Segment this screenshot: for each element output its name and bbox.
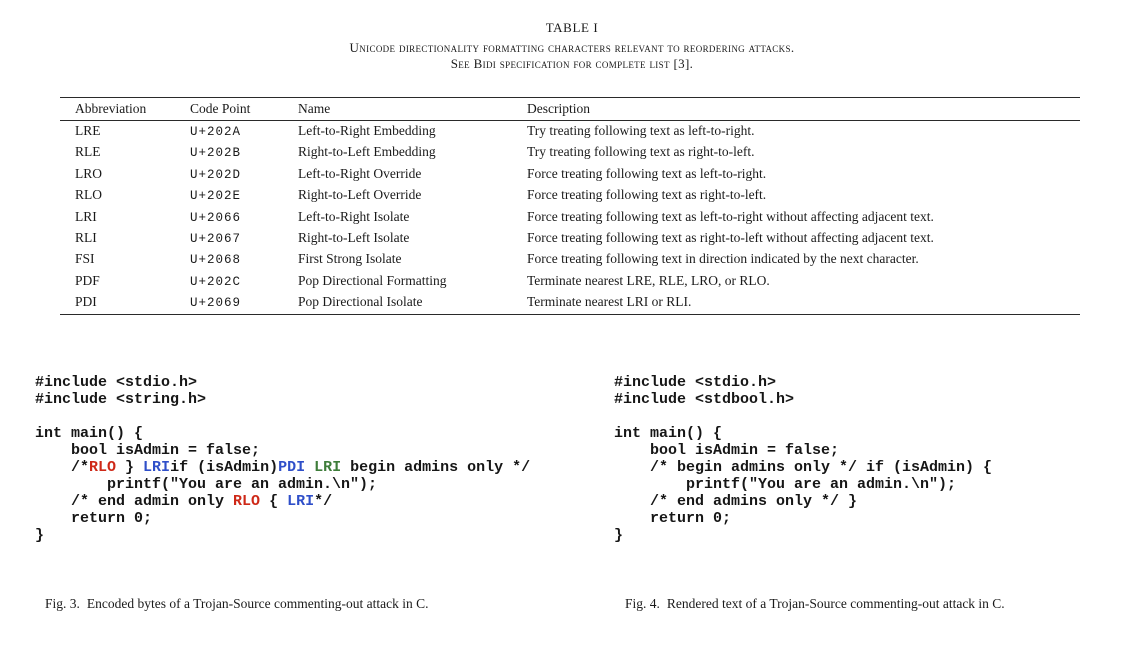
abbreviation-cell: RLI (75, 230, 97, 246)
table-row (60, 207, 1080, 228)
code-line (35, 476, 530, 493)
name-cell: Right-to-Left Embedding (298, 144, 436, 160)
code-line (35, 459, 530, 476)
description-cell: Try treating following text as right-to-left. (527, 144, 755, 160)
code-point-cell: U+202C (190, 274, 242, 289)
code-text: #include <string.h> (35, 391, 207, 408)
code-text: { (260, 493, 288, 510)
code-text (305, 459, 314, 476)
code-point-cell: U+2066 (190, 210, 242, 225)
fig3-code-listing (35, 374, 530, 544)
table-number: TABLE I (545, 20, 599, 35)
name-cell: First Strong Isolate (298, 251, 402, 267)
name-cell: Left-to-Right Embedding (298, 123, 436, 138)
table-row (60, 142, 1080, 163)
column-header-code-point: Code Point (190, 98, 298, 121)
fig4-caption-label: Fig. 4. (625, 596, 660, 611)
description-cell: Force treating following text as left-to-right. (527, 165, 767, 181)
table-caption-line2: See Bidi specification for complete list [3]. (450, 56, 694, 71)
code-line (35, 493, 530, 510)
abbreviation-cell: PDF (75, 272, 100, 288)
code-line (614, 408, 992, 425)
code-text: bool isAdmin = false; (35, 442, 261, 459)
code-point-cell: U+202E (190, 189, 242, 204)
bidi-table-body (60, 121, 1080, 315)
code-text: /* (35, 459, 90, 476)
code-text: #include <stdio.h> (35, 374, 198, 391)
code-line (35, 374, 530, 391)
name-cell: Left-to-Right Isolate (298, 208, 410, 224)
bidi-characters-table (60, 97, 1080, 315)
code-point-cell: U+2069 (190, 292, 298, 314)
code-text: /* begin admins only */ if (isAdmin) { (614, 459, 993, 476)
code-line (614, 391, 992, 408)
bidi-control-token: RLO (89, 459, 117, 476)
code-line (614, 459, 992, 476)
description-cell: Try treating following text as left-to-right. (527, 123, 755, 138)
code-line (35, 442, 530, 459)
abbreviation-cell: LRO (75, 165, 102, 181)
name-cell: Pop Directional Isolate (298, 292, 527, 314)
table-row (60, 164, 1080, 185)
fig3-caption-text: Encoded bytes of a Trojan-Source commenting-out attack in C. (86, 596, 429, 611)
code-text: int main() { (35, 425, 144, 442)
code-text: /* end admins only */ } (614, 493, 858, 510)
code-line (614, 510, 992, 527)
name-cell: Right-to-Left Override (298, 187, 422, 203)
code-text: printf("You are an admin.\n"); (35, 476, 378, 493)
table-row (60, 249, 1080, 270)
code-line (614, 476, 992, 493)
abbreviation-cell: LRE (75, 123, 101, 138)
description-cell: Force treating following text as left-to-right without affecting adjacent text. (527, 208, 934, 224)
description-cell: Terminate nearest LRI or RLI. (527, 292, 1080, 314)
code-line (35, 510, 530, 527)
fig4-caption (625, 596, 1005, 612)
table-row (60, 121, 1080, 143)
code-point-cell: U+2067 (190, 232, 242, 247)
code-text: /* end admin only (35, 493, 234, 510)
code-line (614, 442, 992, 459)
table-heading (0, 20, 1144, 72)
code-line (35, 391, 530, 408)
table-caption-line1: Unicode directionality formatting characters relevant to reordering attacks. (349, 40, 795, 55)
name-cell: Pop Directional Formatting (298, 272, 447, 288)
code-line (614, 493, 992, 510)
abbreviation-cell: FSI (75, 251, 95, 267)
code-text: return 0; (614, 510, 732, 527)
bidi-control-token: PDI (278, 459, 306, 476)
description-cell: Terminate nearest LRE, RLE, LRO, or RLO. (527, 272, 770, 288)
code-text: return 0; (35, 510, 153, 527)
table-row (60, 185, 1080, 206)
code-text: bool isAdmin = false; (614, 442, 840, 459)
bidi-control-token: LRI (287, 493, 315, 510)
code-line (35, 408, 530, 425)
column-header-name: Name (298, 98, 527, 121)
abbreviation-cell: LRI (75, 208, 97, 224)
code-text: begin admins only */ (341, 459, 531, 476)
code-point-cell: U+2068 (190, 253, 242, 268)
code-text: int main() { (614, 425, 723, 442)
table-row (60, 271, 1080, 292)
fig4-code-listing (614, 374, 992, 544)
description-cell: Force treating following text as right-to-left. (527, 187, 767, 203)
abbreviation-cell: RLE (75, 144, 101, 160)
bidi-control-token: RLO (233, 493, 261, 510)
name-cell: Left-to-Right Override (298, 165, 422, 181)
column-header-description: Description (527, 98, 1080, 121)
code-text: #include <stdio.h> (614, 374, 777, 391)
abbreviation-cell: PDI (60, 292, 190, 314)
code-text: #include <stdbool.h> (614, 391, 795, 408)
bidi-control-token: LRI (143, 459, 171, 476)
code-line (35, 425, 530, 442)
code-point-cell: U+202A (190, 125, 242, 139)
code-text: */ (314, 493, 333, 510)
code-line (614, 374, 992, 391)
bidi-control-token: LRI (314, 459, 342, 476)
code-line (35, 527, 530, 544)
code-line (614, 425, 992, 442)
column-header-abbreviation: Abbreviation (60, 98, 190, 121)
code-point-cell: U+202D (190, 167, 242, 182)
fig4-caption-text: Rendered text of a Trojan-Source commenting-out attack in C. (666, 596, 1005, 611)
fig3-caption-label: Fig. 3. (45, 596, 80, 611)
code-text: } (35, 527, 45, 544)
code-line (614, 527, 992, 544)
name-cell: Right-to-Left Isolate (298, 230, 410, 246)
description-cell: Force treating following text as right-to-left without affecting adjacent text. (527, 230, 934, 246)
code-text: if (isAdmin) (170, 459, 279, 476)
fig3-caption (45, 596, 428, 612)
code-text: } (614, 527, 624, 544)
table-row (60, 228, 1080, 249)
code-text: } (116, 459, 144, 476)
abbreviation-cell: RLO (75, 187, 102, 203)
table-header-row (60, 98, 1080, 121)
code-text: printf("You are an admin.\n"); (614, 476, 957, 493)
code-point-cell: U+202B (190, 146, 242, 161)
table-row (60, 292, 1080, 314)
description-cell: Force treating following text in direction indicated by the next character. (527, 251, 919, 267)
